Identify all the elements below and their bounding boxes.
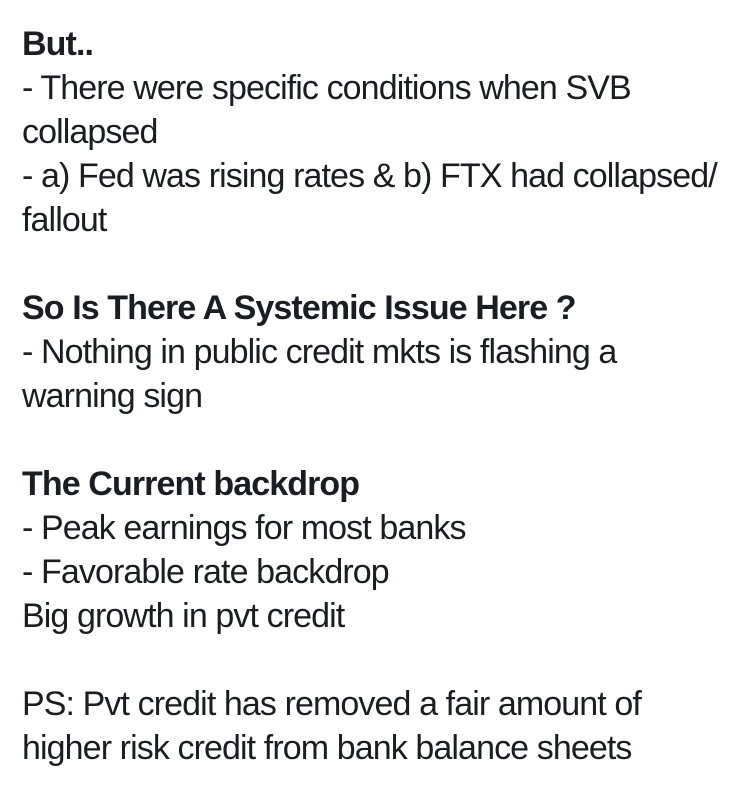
text-line: warning sign [22,377,203,415]
section-heading: So Is There A Systemic Issue Here ? [22,289,576,327]
text-line: - There were specific conditions when SVB [22,69,631,107]
text-line: - Peak earnings for most banks [22,509,466,547]
text-line: higher risk credit from bank balance sheets [22,729,632,767]
text-line: - Favorable rate backdrop [22,553,389,591]
text-line: - Nothing in public credit mkts is flashing a [22,333,617,371]
section-heading: But.. [22,25,94,63]
post-section [22,286,713,418]
text-line: - a) Fed was rising rates & b) FTX had collapsed/ [22,157,717,195]
text-line: collapsed [22,113,158,151]
post-section [22,682,713,770]
text-line: Big growth in pvt credit [22,597,345,635]
post-section [22,22,717,242]
section-heading: The Current backdrop [22,465,360,503]
post-section [22,462,713,638]
text-line: fallout [22,201,107,239]
text-line: PS: Pvt credit has removed a fair amount of [22,685,641,723]
